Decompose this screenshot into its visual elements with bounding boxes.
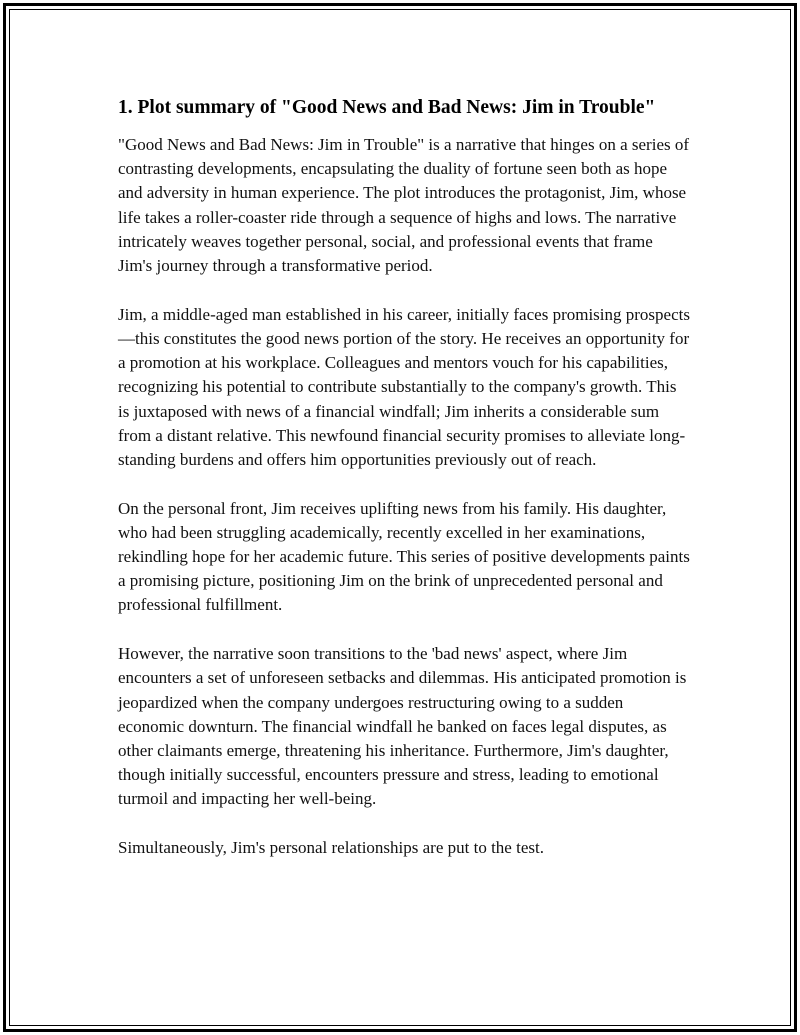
paragraph-relationships: Simultaneously, Jim's personal relationships are put to the test. bbox=[118, 838, 544, 858]
document-body bbox=[118, 94, 690, 860]
paragraph-personal-front: On the personal front, Jim receives uplifting news from his family. His daughter, who had been struggling academically, recently excelled in her examinations, rekindling hope for her academic future. This series of positive developments paints a promising picture, positioning Jim on the brink of unprecedented personal and professional fulfillment. bbox=[118, 498, 690, 615]
paragraph-bad-news: However, the narrative soon transitions to the 'bad news' aspect, where Jim encounters a set of unforeseen setbacks and dilemmas. His anticipated promotion is jeopardized when the company undergoes restructuring owing to a sudden economic downturn. The financial windfall he banked on faces legal disputes, as other claimants emerge, threatening his inheritance. Furthermore, Jim's daughter, though initially successful, encounters pressure and stress, leading to emotional turmoil and impacting her well-being. bbox=[118, 644, 687, 809]
paragraph-good-news: Jim, a middle-aged man established in his career, initially faces promising prospects—this constitutes the good news portion of the story. He receives an opportunity for a promotion at his workplace. Colleagues and mentors vouch for his capabilities, recognizing his potential to contribute substantially to the company's growth. This is juxtaposed with news of a financial windfall; Jim inherits a considerable sum from a distant relative. This newfound financial security promises to alleviate long-standing burdens and offers him opportunities previously out of reach. bbox=[118, 304, 690, 469]
section-heading: 1. Plot summary of "Good News and Bad News: Jim in Trouble" bbox=[118, 97, 656, 118]
paragraph-intro: "Good News and Bad News: Jim in Trouble" is a narrative that hinges on a series of contrasting developments, encapsulating the duality of fortune seen both as hope and adversity in human experience. The plot introduces the protagonist, Jim, whose life takes a roller-coaster ride through a sequence of highs and lows. The narrative intricately weaves together personal, social, and professional events that frame Jim's journey through a transformative period. bbox=[118, 135, 690, 276]
